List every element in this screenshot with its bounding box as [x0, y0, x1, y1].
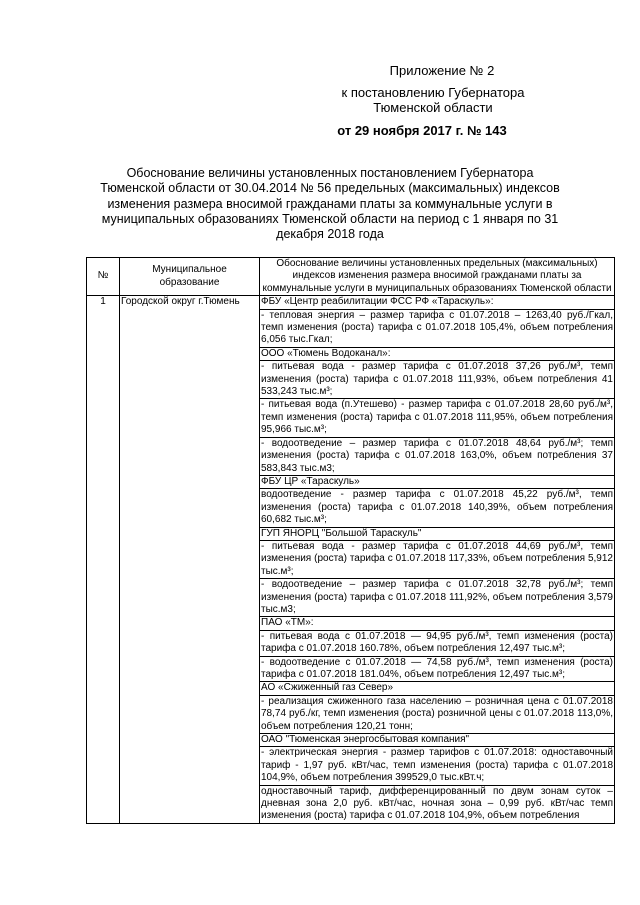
justification-entry: ФБУ ЦР «Тараскуль» — [260, 476, 614, 489]
header-municipality: Муниципальное образование — [120, 258, 260, 296]
justification-entry: - питьевая вода с 01.07.2018 — 94,95 руб./м³, темп изменения (роста) тарифа с 01.07.2018 160.78%, объем потребления 12,497 тыс.м³; — [260, 631, 614, 657]
justification-entry: - водоотведение – размер тарифа с 01.07.2018 48,64 руб./м³; темп изменения (роста) тарифа с 01.07.2018 163,0%, объем потребления 37 583,843 тыс.м3; — [260, 438, 614, 476]
justification-entry: - тепловая энергия – размер тарифа с 01.07.2018 – 1263,40 руб./Гкал, темп изменения (роста) тарифа с 01.07.2018 105,4%, объем потребления 6,056 тыс.Гкал; — [260, 310, 614, 348]
justification-entry: ГУП ЯНОРЦ "Большой Тараскуль" — [260, 528, 614, 541]
row-justification — [260, 296, 615, 824]
justification-entry: ОАО "Тюменская энергосбытовая компания" — [260, 734, 614, 747]
table-header-row — [87, 258, 615, 296]
appendix-date: от 29 ноября 2017 г. № 143 — [337, 123, 507, 138]
header-number: № — [87, 258, 120, 296]
justification-entry: - питьевая вода - размер тарифа с 01.07.2018 37,26 руб./м³, темп изменения (роста) тарифа с 01.07.2018 111,93%, объем потребления 41 533,243 тыс.м³; — [260, 361, 614, 399]
justification-entry: ФБУ «Центр реабилитации ФСС РФ «Тараскуль»: — [260, 296, 614, 309]
row-number: 1 — [87, 296, 120, 824]
justification-entry: - водоотведение с 01.07.2018 — 74,58 руб./м³, темп изменения (роста) тарифа с 01.07.2018 181.04%, объем потребления 12,497 тыс.м³; — [260, 657, 614, 683]
justification-entry: - питьевая вода (п.Утешево) - размер тарифа с 01.07.2018 28,60 руб./м³, темп изменения (роста) тарифа с 01.07.2018 111,95%, объем потребления 95,966 тыс.м³; — [260, 399, 614, 437]
appendix-decree: к постановлению Губернатора Тюменской области — [341, 85, 525, 115]
justification-entry: АО «Сжиженный газ Север» — [260, 682, 614, 695]
justification-entry: - водоотведение – размер тарифа с 01.07.2018 32,78 руб./м³; темп изменения (роста) тарифа с 01.07.2018 111,92%, объем потребления 3,579 тыс.м3; — [260, 579, 614, 617]
row-municipality: Городской округ г.Тюмень — [120, 296, 260, 824]
document-title: Обоснование величины установленных постановлением Губернатора Тюменской области от 30.04.2014 № 56 предельных (максимальных) индексов изменения размера вносимой гражданами платы за коммунальные услуги в муниципальных образованиях Тюменской области на период с 1 января по 31 декабря 2018 года — [100, 166, 560, 242]
justification-table — [86, 257, 615, 824]
appendix-number: Приложение № 2 — [389, 63, 495, 78]
justification-entry: ПАО «ТМ»: — [260, 617, 614, 630]
justification-entry: - реализация сжиженного газа населению – розничная цена с 01.07.2018 78,74 руб./кг, темп изменения (роста) розничной цены с 01.07.2018 113,0%, объем потребления 120,21 тонн; — [260, 696, 614, 734]
justification-entry: - электрическая энергия - размер тарифов с 01.07.2018: одноставочный тариф - 1,97 руб. кВт/час, темп изменения (роста) тарифа с 01.07.2018 104,9%, объем потребления 399529,0 тыс.кВт.ч; — [260, 747, 614, 785]
header-justification: Обоснование величины установленных предельных (максимальных) индексов изменения размера вносимой гражданами платы за коммунальные услуги в муниципальных образованиях Тюменской области — [260, 258, 615, 296]
justification-entry: - питьевая вода - размер тарифа с 01.07.2018 44,69 руб./м³, темп изменения (роста) тарифа с 01.07.2018 117,33%, объем потребления 5,912 тыс.м³; — [260, 541, 614, 579]
justification-entry: одноставочный тариф, дифференцированный по двум зонам суток – дневная зона 2,0 руб. кВт/час, ночная зона – 0,99 руб. кВт/час темп изменения (роста) тарифа с 01.07.2018 104,9%, объем потребления — [261, 785, 613, 822]
table-row — [87, 296, 615, 824]
justification-entry: ООО «Тюмень Водоканал»: — [260, 348, 614, 361]
justification-entry: водоотведение - размер тарифа с 01.07.2018 45,22 руб./м³, темп изменения (роста) тарифа с 01.07.2018 140,39%, объем потребления 60,682 тыс.м³; — [260, 489, 614, 527]
